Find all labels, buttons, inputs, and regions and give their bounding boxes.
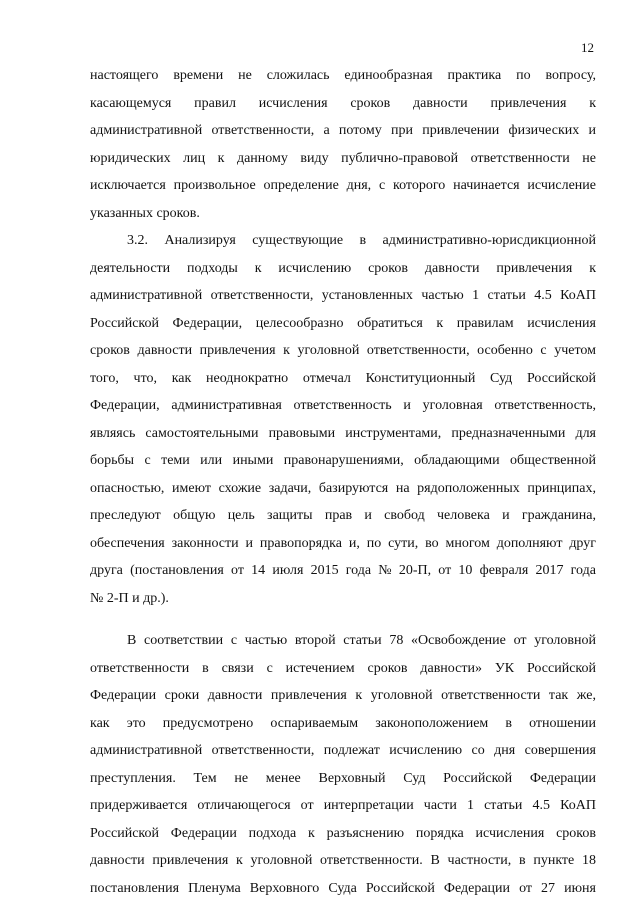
- text-line: № 2-П и др.).: [90, 590, 169, 606]
- paragraph-3: [90, 627, 596, 902]
- text-line: административной ответственности, установленных частью 1 статьи 4.5 КоАП: [90, 288, 596, 303]
- text-line: постановления Пленума Верховного Суда Российской Федерации от 27 июня: [90, 880, 596, 896]
- text-line: придерживается отличающегося от интерпретации части 1 статьи 4.5 КоАП: [90, 798, 596, 813]
- text-line: касающемуся правил исчисления сроков давности привлечения к: [90, 95, 596, 111]
- text-line: Российской Федерации подхода к разъяснению порядка исчисления сроков: [90, 825, 596, 841]
- text-line: настоящего времени не сложилась единообразная практика по вопросу,: [90, 68, 596, 83]
- text-line: указанных сроков.: [90, 205, 200, 221]
- text-line: обеспечения законности и правопорядка и, по сути, во многом дополняют друг: [90, 535, 596, 551]
- text-line: сроков давности привлечения к уголовной ответственности, особенно с учетом: [90, 343, 596, 358]
- text-line: ответственности в связи с истечением сроков давности» УК Российской: [90, 660, 596, 676]
- text-line: Федерации, административная ответственность и уголовная ответственность,: [90, 398, 596, 413]
- text-line: преследуют общую цель защиты прав и свобод человека и гражданина,: [90, 508, 596, 523]
- text-line: опасностью, имеют схожие задачи, базируются на рядоположенных принципах,: [90, 480, 596, 496]
- text-line: 3.2. Анализируя существующие в административно-юрисдикционной: [127, 233, 596, 248]
- page-number: 12: [581, 40, 594, 55]
- text-line: борьбы с теми или иными правонарушениями, обладающими общественной: [90, 453, 596, 468]
- text-line: друга (постановления от 14 июля 2015 года № 20-П, от 10 февраля 2017 года: [90, 563, 596, 578]
- text-line: В соответствии с частью второй статьи 78 «Освобождение от уголовной: [127, 633, 596, 648]
- text-line: того, что, как неоднократно отмечал Конституционный Суд Российской: [90, 370, 596, 386]
- text-line: преступления. Тем не менее Верховный Суд Российской Федерации: [90, 770, 596, 786]
- text-line: как это предусмотрено оспариваемым законоположением в отношении: [90, 715, 596, 731]
- text-line: административной ответственности, подлежат исчислению со дня совершения: [90, 743, 596, 758]
- text-line: деятельности подходы к исчислению сроков давности привлечения к: [90, 260, 596, 276]
- text-line: являясь самостоятельными правовыми инструментами, предназначенными для: [90, 425, 596, 441]
- paragraph-spacer: [90, 612, 596, 627]
- document-body: [90, 62, 596, 902]
- paragraph-1: [90, 62, 596, 227]
- text-line: юридических лиц к данному виду публично-правовой ответственности не: [90, 150, 596, 166]
- text-line: административной ответственности, а потому при привлечении физических и: [90, 123, 596, 138]
- text-line: Федерации сроки давности привлечения к уголовной ответственности так же,: [90, 688, 596, 703]
- paragraph-2: [90, 227, 596, 612]
- text-line: Российской Федерации, целесообразно обратиться к правилам исчисления: [90, 315, 596, 331]
- text-line: давности привлечения к уголовной ответственности. В частности, в пункте 18: [90, 853, 596, 868]
- text-line: исключается произвольное определение дня, с которого начинается исчисление: [90, 178, 596, 193]
